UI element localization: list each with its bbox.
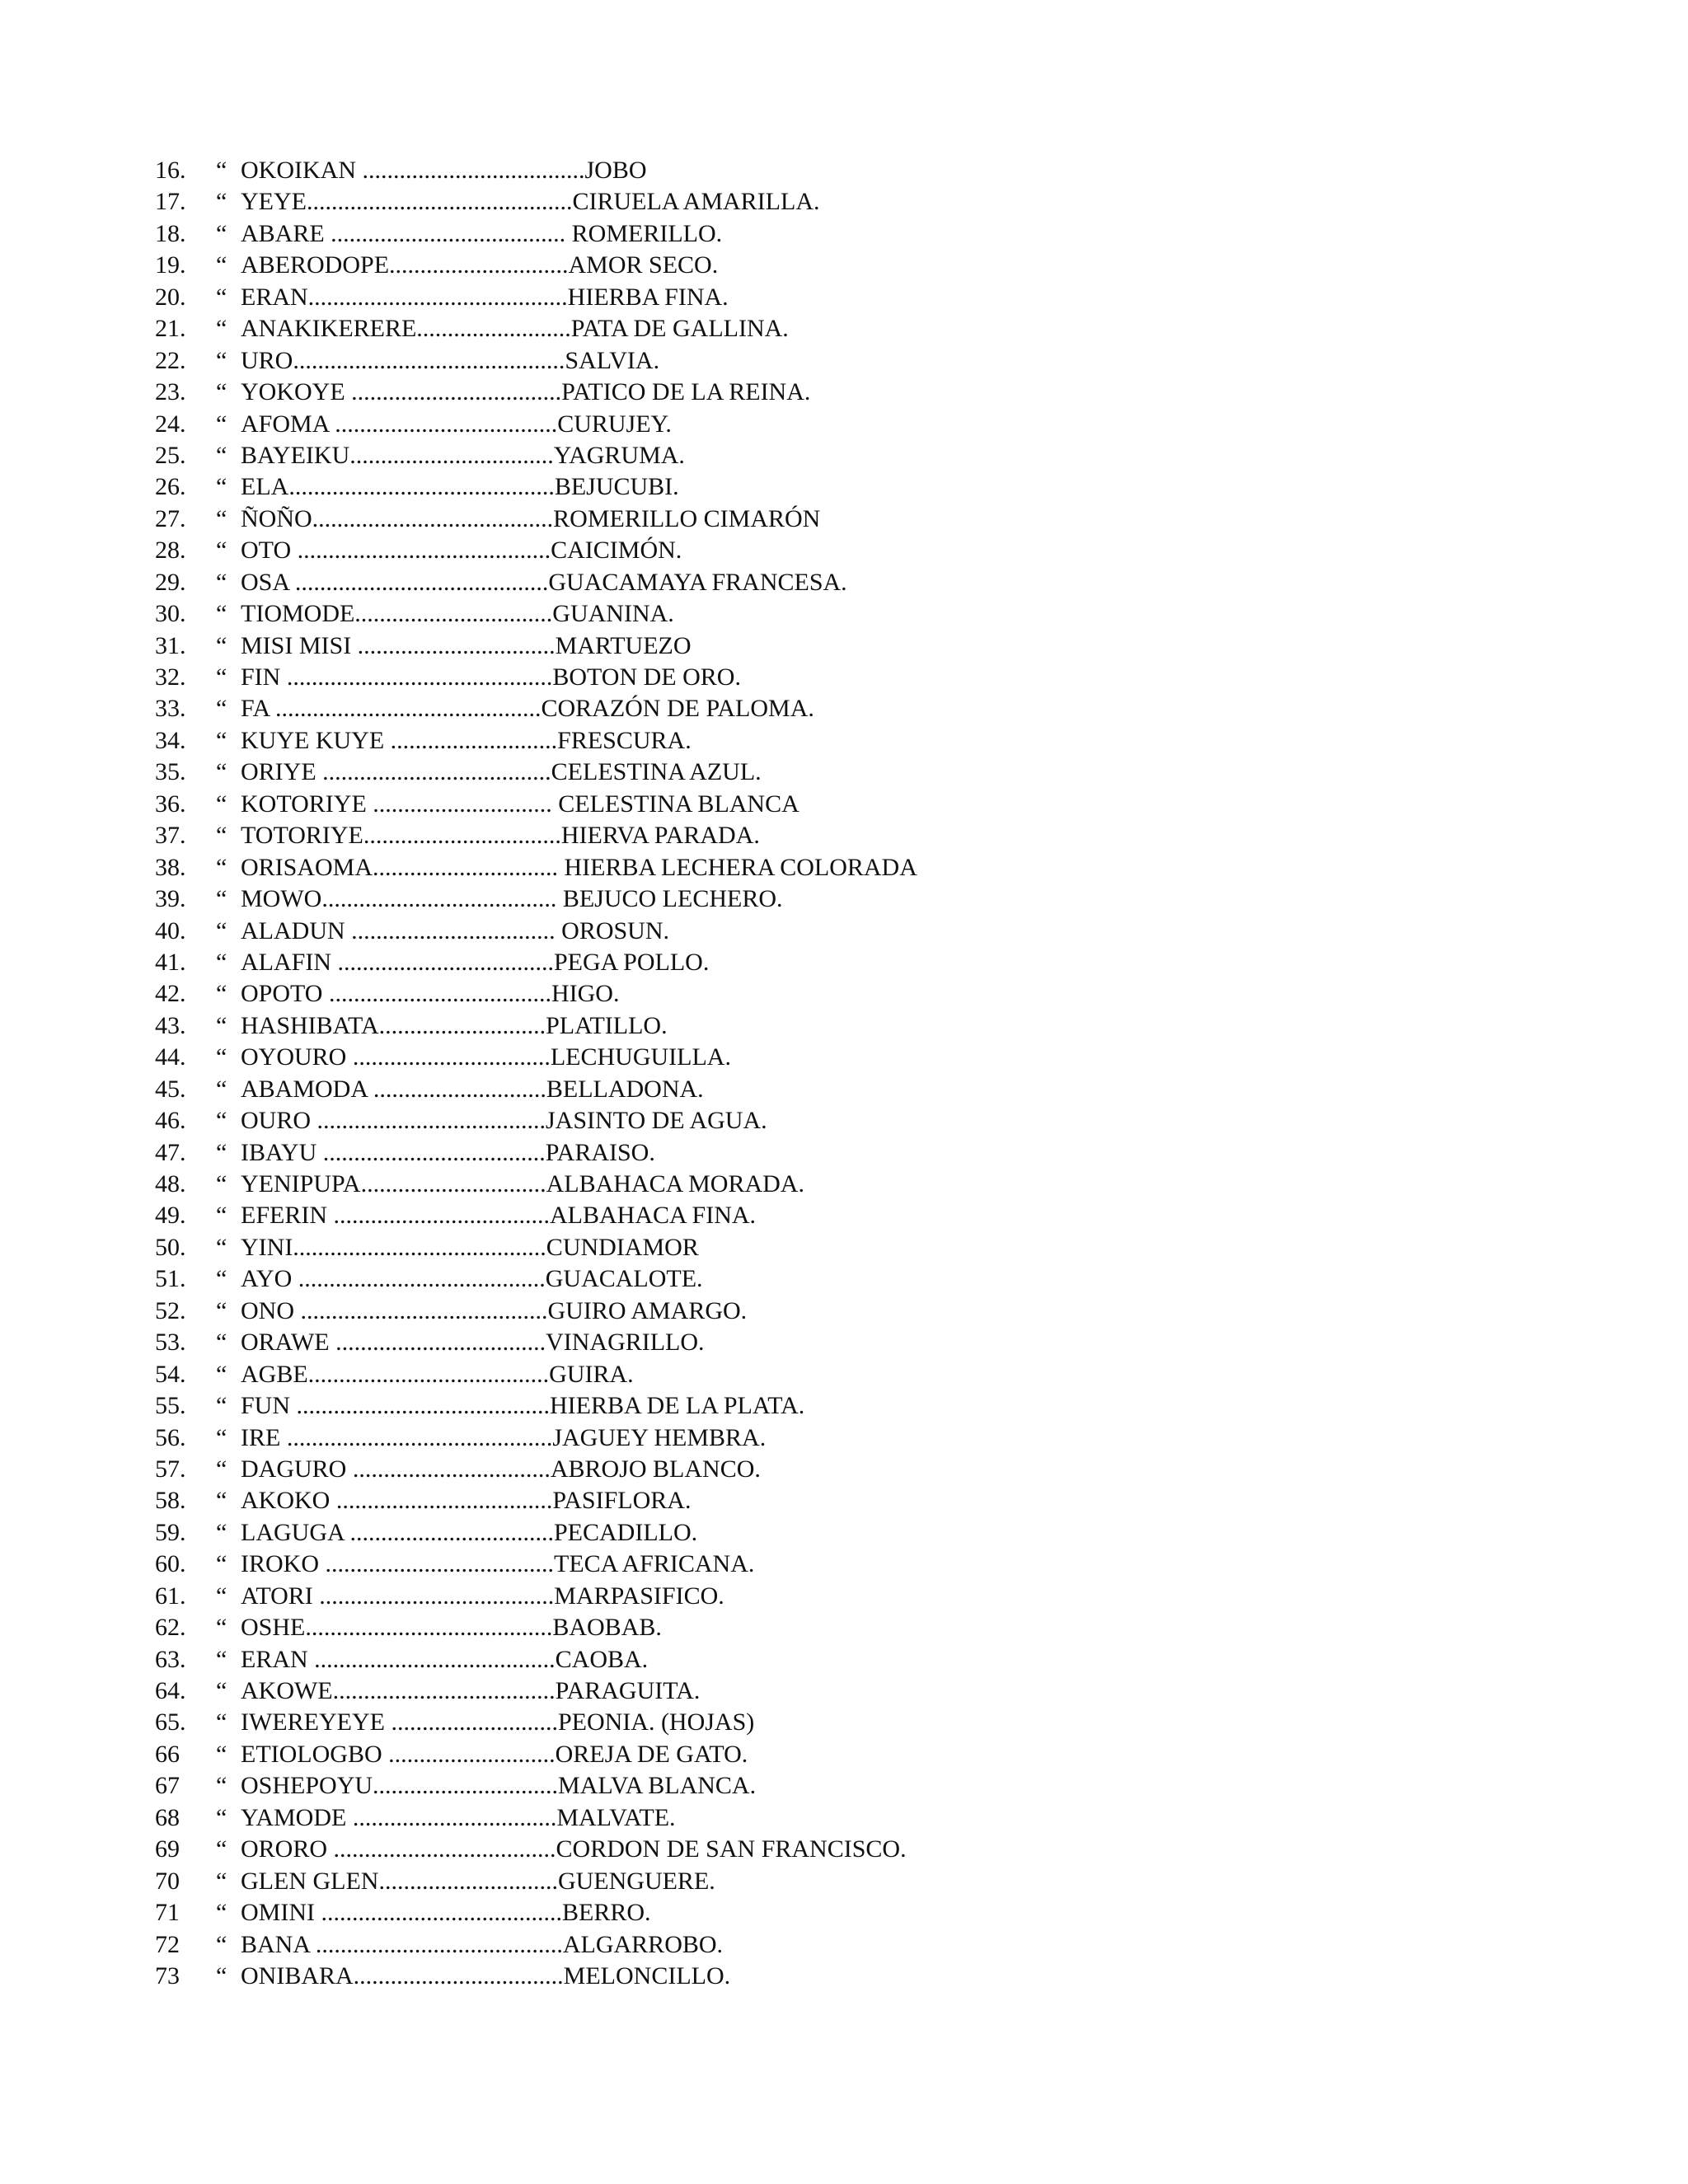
list-item <box>155 1359 1391 1390</box>
entry-number: 24. <box>155 410 186 438</box>
ditto-mark: “ <box>216 283 227 311</box>
entry-text: AKOKO ...................................PASIFLORA. <box>241 1487 692 1515</box>
list-item <box>155 1454 1391 1485</box>
ditto-mark: “ <box>216 1487 227 1515</box>
ditto-mark: “ <box>216 410 227 438</box>
entry-text: ONIBARA..................................MELONCILLO. <box>241 1961 731 1990</box>
list-item <box>155 1074 1391 1105</box>
entry-text: ELA...........................................BEJUCUBI. <box>241 473 679 501</box>
ditto-mark: “ <box>216 663 227 691</box>
ditto-mark: “ <box>216 188 227 216</box>
list-item <box>155 1581 1391 1612</box>
entry-number: 43. <box>155 1011 186 1039</box>
entry-text: BAYEIKU.................................YAGRUMA. <box>241 441 685 469</box>
ditto-mark: “ <box>216 1075 227 1103</box>
list-item <box>155 1707 1391 1738</box>
entry-number: 23. <box>155 378 186 406</box>
ditto-mark: “ <box>216 537 227 565</box>
entry-number: 29. <box>155 568 186 596</box>
list-item <box>155 630 1391 662</box>
ditto-mark: “ <box>216 758 227 786</box>
entry-text: OTO .........................................CAICIMÓN. <box>241 537 682 565</box>
ditto-mark: “ <box>216 473 227 501</box>
entry-number: 47. <box>155 1138 186 1166</box>
entry-number: 58. <box>155 1487 186 1515</box>
entry-text: ALADUN ................................. OROSUN. <box>241 916 670 944</box>
entry-text: HASHIBATA...........................PLATILLO. <box>241 1011 668 1039</box>
entry-text: ERAN .......................................CAOBA. <box>241 1645 649 1673</box>
list-item <box>155 377 1391 408</box>
entry-text: ABARE ...................................... ROMERILLO. <box>241 219 723 247</box>
ditto-mark: “ <box>216 568 227 596</box>
entry-text: AGBE.......................................GUIRA. <box>241 1360 634 1388</box>
list-item <box>155 504 1391 535</box>
list-item <box>155 598 1391 630</box>
list-item <box>155 155 1391 186</box>
list-item <box>155 883 1391 915</box>
ditto-mark: “ <box>216 1550 227 1578</box>
entry-text: ALAFIN ...................................PEGA POLLO. <box>241 948 710 976</box>
entry-number: 61. <box>155 1582 186 1610</box>
list-item <box>155 1200 1391 1231</box>
ditto-mark: “ <box>216 1233 227 1261</box>
entry-number: 18. <box>155 219 186 247</box>
list-item <box>155 250 1391 281</box>
entry-number: 71 <box>155 1899 180 1927</box>
entry-number: 16. <box>155 157 186 184</box>
entry-number: 25. <box>155 441 186 469</box>
entry-text: AFOMA ....................................CURUJEY. <box>241 410 672 438</box>
ditto-mark: “ <box>216 695 227 723</box>
entry-number: 40. <box>155 916 186 944</box>
entry-text: YEYE...........................................CIRUELA AMARILLA. <box>241 188 820 216</box>
list-item <box>155 1485 1391 1516</box>
ditto-mark: “ <box>216 948 227 976</box>
list-item <box>155 1232 1391 1263</box>
ditto-mark: “ <box>216 441 227 469</box>
entry-number: 26. <box>155 473 186 501</box>
entry-number: 35. <box>155 758 186 786</box>
list-item <box>155 345 1391 377</box>
ditto-mark: “ <box>216 251 227 279</box>
list-item <box>155 1961 1391 1992</box>
ditto-mark: “ <box>216 631 227 659</box>
entry-text: ABERODOPE.............................AMOR SECO. <box>241 251 719 279</box>
entry-number: 28. <box>155 537 186 565</box>
list-item <box>155 1105 1391 1137</box>
ditto-mark: “ <box>216 1614 227 1642</box>
ditto-mark: “ <box>216 315 227 343</box>
entry-text: ORISAOMA.............................. HIERBA LECHERA COLORADA <box>241 853 917 881</box>
ditto-mark: “ <box>216 726 227 754</box>
list-item <box>155 693 1391 724</box>
ditto-mark: “ <box>216 1107 227 1135</box>
entry-text: FIN ...........................................BOTON DE ORO. <box>241 663 741 691</box>
entry-text: ORIYE .....................................CELESTINA AZUL. <box>241 758 762 786</box>
list-item <box>155 1770 1391 1802</box>
entry-text: LAGUGA .................................PECADILLO. <box>241 1518 698 1546</box>
ditto-mark: “ <box>216 980 227 1008</box>
entry-text: ABAMODA ............................BELLADONA. <box>241 1075 704 1103</box>
entry-number: 33. <box>155 695 186 723</box>
entry-number: 66 <box>155 1740 180 1768</box>
entry-number: 56. <box>155 1423 186 1451</box>
entry-text: FA ...........................................CORAZÓN DE PALOMA. <box>241 695 814 723</box>
entry-number: 44. <box>155 1043 186 1071</box>
entry-text: ATORI ......................................MARPASIFICO. <box>241 1582 724 1610</box>
ditto-mark: “ <box>216 219 227 247</box>
list-item <box>155 409 1391 440</box>
entry-text: IROKO .....................................TECA AFRICANA. <box>241 1550 755 1578</box>
ditto-mark: “ <box>216 1961 227 1990</box>
entry-text: TOTORIYE................................HIERVA PARADA. <box>241 822 760 850</box>
entry-number: 70 <box>155 1867 180 1895</box>
entry-number: 59. <box>155 1518 186 1546</box>
entry-text: OSHE........................................BAOBAB. <box>241 1614 662 1642</box>
entry-text: MOWO...................................... BEJUCO LECHERO. <box>241 885 783 913</box>
entry-number: 41. <box>155 948 186 976</box>
list-item <box>155 1296 1391 1327</box>
entry-text: YAMODE .................................MALVATE. <box>241 1803 676 1831</box>
entry-number: 64. <box>155 1677 186 1704</box>
list-item <box>155 567 1391 598</box>
entry-number: 45. <box>155 1075 186 1103</box>
list-item <box>155 218 1391 250</box>
entry-number: 39. <box>155 885 186 913</box>
entry-number: 68 <box>155 1803 180 1831</box>
entry-number: 36. <box>155 790 186 818</box>
ditto-mark: “ <box>216 822 227 850</box>
list-item <box>155 1612 1391 1643</box>
list-item <box>155 1929 1391 1961</box>
plant-name-list <box>155 155 1391 1992</box>
ditto-mark: “ <box>216 1011 227 1039</box>
list-item <box>155 1010 1391 1042</box>
entry-number: 32. <box>155 663 186 691</box>
entry-text: FUN .........................................HIERBA DE LA PLATA. <box>241 1392 805 1420</box>
entry-text: YENIPUPA..............................ALBAHACA MORADA. <box>241 1170 804 1197</box>
ditto-mark: “ <box>216 600 227 628</box>
list-item <box>155 1675 1391 1707</box>
list-item <box>155 1422 1391 1454</box>
entry-number: 53. <box>155 1329 186 1357</box>
list-item <box>155 1644 1391 1675</box>
ditto-mark: “ <box>216 1392 227 1420</box>
ditto-mark: “ <box>216 378 227 406</box>
ditto-mark: “ <box>216 1740 227 1768</box>
list-item <box>155 947 1391 978</box>
list-item <box>155 282 1391 313</box>
entry-number: 38. <box>155 853 186 881</box>
entry-text: MISI MISI ................................MARTUEZO <box>241 631 692 659</box>
ditto-mark: “ <box>216 1645 227 1673</box>
ditto-mark: “ <box>216 885 227 913</box>
ditto-mark: “ <box>216 1677 227 1704</box>
entry-text: ORAWE ..................................VINAGRILLO. <box>241 1329 705 1357</box>
ditto-mark: “ <box>216 1772 227 1800</box>
entry-number: 46. <box>155 1107 186 1135</box>
list-item <box>155 313 1391 344</box>
entry-number: 62. <box>155 1614 186 1642</box>
entry-text: IWEREYEYE ...........................PEONIA. (HOJAS) <box>241 1708 755 1736</box>
entry-number: 57. <box>155 1455 186 1483</box>
ditto-mark: “ <box>216 853 227 881</box>
entry-number: 52. <box>155 1296 186 1324</box>
entry-number: 50. <box>155 1233 186 1261</box>
entry-text: OPOTO ....................................HIGO. <box>241 980 620 1008</box>
list-item <box>155 1327 1391 1358</box>
entry-text: ERAN..........................................HIERBA FINA. <box>241 283 729 311</box>
entry-number: 69 <box>155 1835 180 1863</box>
entry-number: 22. <box>155 346 186 374</box>
entry-number: 54. <box>155 1360 186 1388</box>
ditto-mark: “ <box>216 1803 227 1831</box>
list-item <box>155 440 1391 471</box>
list-item <box>155 916 1391 947</box>
ditto-mark: “ <box>216 157 227 184</box>
ditto-mark: “ <box>216 346 227 374</box>
entry-number: 67 <box>155 1772 180 1800</box>
entry-number: 73 <box>155 1961 180 1990</box>
entry-text: ONO ........................................GUIRO AMARGO. <box>241 1296 748 1324</box>
entry-text: BANA ........................................ALGARROBO. <box>241 1930 724 1958</box>
list-item <box>155 535 1391 566</box>
ditto-mark: “ <box>216 1043 227 1071</box>
ditto-mark: “ <box>216 790 227 818</box>
list-item <box>155 471 1391 503</box>
ditto-mark: “ <box>216 1138 227 1166</box>
entry-number: 72 <box>155 1930 180 1958</box>
entry-text: AKOWE....................................PARAGUITA. <box>241 1677 701 1704</box>
entry-text: OSHEPOYU..............................MALVA BLANCA. <box>241 1772 757 1800</box>
list-item <box>155 662 1391 693</box>
ditto-mark: “ <box>216 1360 227 1388</box>
ditto-mark: “ <box>216 1518 227 1546</box>
entry-text: KOTORIYE ............................. CELESTINA BLANCA <box>241 790 799 818</box>
entry-number: 17. <box>155 188 186 216</box>
entry-text: IRE ...........................................JAGUEY HEMBRA. <box>241 1423 767 1451</box>
entry-text: AYO ........................................GUACALOTE. <box>241 1265 703 1293</box>
ditto-mark: “ <box>216 1582 227 1610</box>
ditto-mark: “ <box>216 1930 227 1958</box>
entry-text: OMINI .......................................BERRO. <box>241 1899 651 1927</box>
list-item <box>155 1390 1391 1422</box>
list-item <box>155 852 1391 883</box>
list-item <box>155 725 1391 757</box>
entry-number: 49. <box>155 1202 186 1230</box>
entry-number: 65. <box>155 1708 186 1736</box>
entry-number: 20. <box>155 283 186 311</box>
list-item <box>155 186 1391 218</box>
list-item <box>155 1897 1391 1929</box>
list-item <box>155 1517 1391 1549</box>
entry-number: 19. <box>155 251 186 279</box>
list-item <box>155 1263 1391 1295</box>
ditto-mark: “ <box>216 1423 227 1451</box>
ditto-mark: “ <box>216 1265 227 1293</box>
ditto-mark: “ <box>216 1867 227 1895</box>
ditto-mark: “ <box>216 916 227 944</box>
entry-number: 21. <box>155 315 186 343</box>
entry-text: TIOMODE................................GUANINA. <box>241 600 674 628</box>
entry-text: DAGURO ................................ABROJO BLANCO. <box>241 1455 761 1483</box>
entry-number: 37. <box>155 822 186 850</box>
ditto-mark: “ <box>216 1296 227 1324</box>
entry-text: URO............................................SALVIA. <box>241 346 660 374</box>
entry-number: 60. <box>155 1550 186 1578</box>
list-item <box>155 1834 1391 1865</box>
ditto-mark: “ <box>216 504 227 532</box>
list-item <box>155 1169 1391 1200</box>
list-item <box>155 757 1391 788</box>
entry-number: 31. <box>155 631 186 659</box>
entry-text: ORORO ....................................CORDON DE SAN FRANCISCO. <box>241 1835 907 1863</box>
entry-number: 51. <box>155 1265 186 1293</box>
list-item <box>155 1739 1391 1770</box>
entry-text: YINI.........................................CUNDIAMOR <box>241 1233 699 1261</box>
entry-number: 34. <box>155 726 186 754</box>
list-item <box>155 1802 1391 1834</box>
ditto-mark: “ <box>216 1202 227 1230</box>
ditto-mark: “ <box>216 1170 227 1197</box>
ditto-mark: “ <box>216 1708 227 1736</box>
list-item <box>155 820 1391 851</box>
entry-text: YOKOYE ..................................PATICO DE LA REINA. <box>241 378 811 406</box>
entry-number: 30. <box>155 600 186 628</box>
entry-text: IBAYU ....................................PARAISO. <box>241 1138 655 1166</box>
entry-text: ÑOÑO.......................................ROMERILLO CIMARÓN <box>241 504 821 532</box>
list-item <box>155 1866 1391 1897</box>
entry-number: 48. <box>155 1170 186 1197</box>
entry-number: 63. <box>155 1645 186 1673</box>
entry-text: OYOURO ................................LECHUGUILLA. <box>241 1043 731 1071</box>
entry-text: ANAKIKERERE.........................PATA DE GALLINA. <box>241 315 789 343</box>
entry-number: 55. <box>155 1392 186 1420</box>
entry-text: GLEN GLEN.............................GUENGUERE. <box>241 1867 715 1895</box>
entry-text: OKOIKAN ....................................JOBO <box>241 157 647 184</box>
ditto-mark: “ <box>216 1329 227 1357</box>
list-item <box>155 978 1391 1010</box>
entry-number: 42. <box>155 980 186 1008</box>
ditto-mark: “ <box>216 1835 227 1863</box>
entry-text: OURO .....................................JASINTO DE AGUA. <box>241 1107 767 1135</box>
entry-text: OSA .........................................GUACAMAYA FRANCESA. <box>241 568 847 596</box>
ditto-mark: “ <box>216 1455 227 1483</box>
entry-number: 27. <box>155 504 186 532</box>
list-item <box>155 789 1391 820</box>
entry-text: KUYE KUYE ...........................FRESCURA. <box>241 726 692 754</box>
entry-text: EFERIN ...................................ALBAHACA FINA. <box>241 1202 757 1230</box>
list-item <box>155 1042 1391 1073</box>
list-item <box>155 1549 1391 1580</box>
ditto-mark: “ <box>216 1899 227 1927</box>
entry-text: ETIOLOGBO ...........................OREJA DE GATO. <box>241 1740 748 1768</box>
list-item <box>155 1137 1391 1169</box>
